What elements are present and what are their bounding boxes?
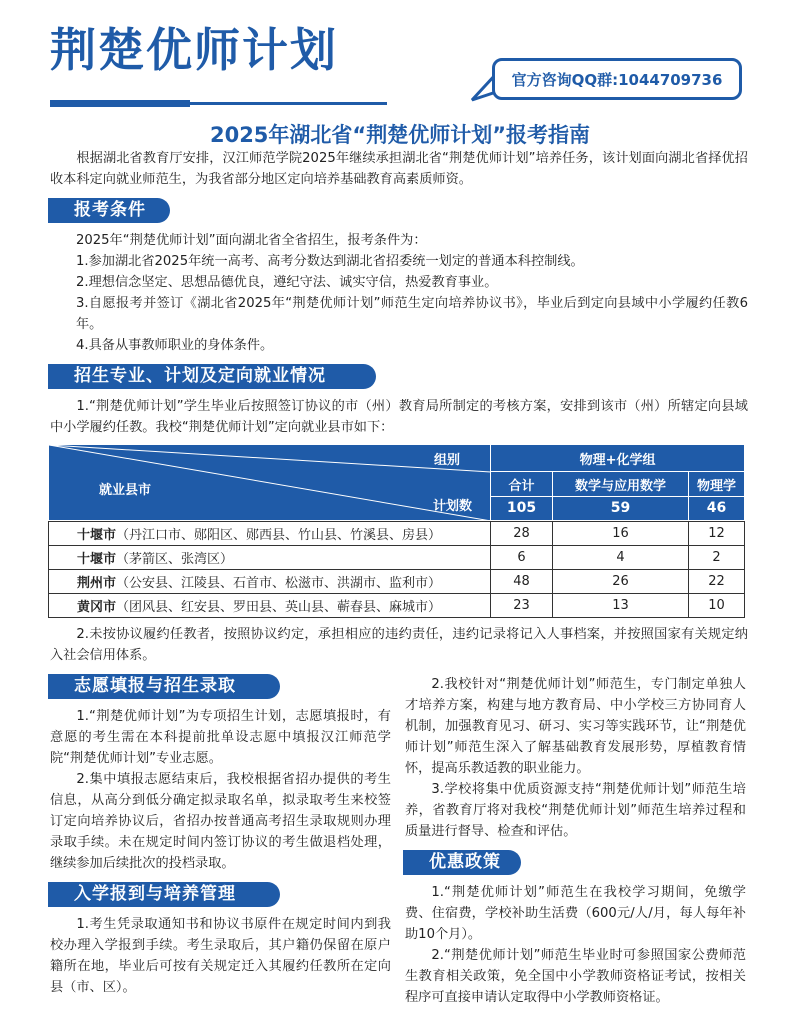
corner-city-label: 就业县市 bbox=[99, 483, 152, 498]
corner-quota-label: 计划数 bbox=[432, 499, 472, 514]
two-column-section bbox=[50, 666, 748, 1008]
quota-cell: 48 bbox=[491, 570, 553, 594]
quota-cell: 16 bbox=[553, 522, 689, 546]
section-header-plan: 招生专业、计划及定向就业情况 bbox=[48, 364, 376, 389]
quota-cell: 4 bbox=[553, 546, 689, 570]
city-cell bbox=[49, 522, 491, 546]
qq-group-badge: 官方咨询QQ群:1044709736 bbox=[492, 58, 742, 100]
quota-cell: 23 bbox=[491, 594, 553, 618]
table-row bbox=[49, 570, 745, 594]
section-header-enrollment: 入学报到与培养管理 bbox=[48, 882, 280, 907]
city-name: 荆州市 bbox=[77, 576, 117, 591]
quota-cell: 26 bbox=[553, 570, 689, 594]
section-header-benefits: 优惠政策 bbox=[403, 850, 521, 875]
guide-heading: 2025年湖北省“荆楚优师计划”报考指南 bbox=[209, 123, 591, 147]
table-row bbox=[49, 522, 745, 546]
col-header: 数学与应用数学 bbox=[553, 472, 689, 496]
total-cell: 105 bbox=[491, 496, 553, 520]
quota-cell: 22 bbox=[689, 570, 745, 594]
city-name: 十堰市 bbox=[77, 552, 117, 567]
conditions-list bbox=[50, 230, 748, 356]
benefits-paragraph-2: 2.“荆楚优师计划”师范生毕业时可参照国家公费师范生教育相关政策，免全国中小学教师资格证考试，按相关程序可直接申请认定取得中小学教师资格证。 bbox=[405, 948, 746, 1005]
condition-line: 4.具备从事教师职业的身体条件。 bbox=[76, 338, 274, 353]
left-column bbox=[50, 666, 391, 1008]
city-name: 黄冈市 bbox=[77, 600, 117, 615]
condition-line: 1.参加湖北省2025年统一高考、高考分数达到湖北省招委统一划定的普通本科控制线。 bbox=[76, 254, 584, 269]
title-underline-thin bbox=[190, 102, 387, 105]
quota-cell: 13 bbox=[553, 594, 689, 618]
table-row bbox=[49, 594, 745, 618]
plan-paragraph-1: 1.“荆楚优师计划”学生毕业后按照签订协议的市（州）教育局所制定的考核方案，安排到该市（州）所辖定向县域中小学履约任教。我校“荆楚优师计划”定向就业县市如下： bbox=[50, 399, 748, 435]
city-name: 十堰市 bbox=[77, 528, 117, 543]
condition-line: 3.自愿报考并签订《湖北省2025年“荆楚优师计划”师范生定向培养协议书》，毕业后到定向县域中小学履约任教6年。 bbox=[76, 296, 748, 332]
quota-cell: 6 bbox=[491, 546, 553, 570]
enrollment-paragraph-2: 2.我校针对“荆楚优师计划”师范生，专门制定单独人才培养方案，构建与地方教育局、中小学校三方协同育人机制，加强教育见习、研习、实习等实践环节，让“荆楚优师计划”师范生深入了解基础教育发展形势，厚植教育情怀，提高乐教适教的职业能力。 bbox=[405, 677, 746, 776]
corner-group-label: 组别 bbox=[433, 453, 460, 468]
table-row bbox=[49, 546, 745, 570]
section-header-conditions: 报考条件 bbox=[48, 198, 170, 223]
poster-header bbox=[0, 0, 800, 148]
table-corner-header bbox=[49, 445, 491, 521]
col-header: 合计 bbox=[491, 472, 553, 496]
right-column bbox=[405, 666, 746, 1008]
city-areas: （茅箭区、张湾区） bbox=[116, 552, 234, 567]
admission-paragraph-1: 1.“荆楚优师计划”为专项招生计划，志愿填报时，有意愿的考生需在本科提前批单设志愿中填报汉江师范学院“荆楚优师计划”专业志愿。 bbox=[50, 709, 391, 766]
city-cell bbox=[49, 570, 491, 594]
city-areas: （团风县、红安县、罗田县、英山县、蕲春县、麻城市） bbox=[116, 600, 442, 615]
quota-table bbox=[48, 444, 744, 618]
condition-line: 2025年“荆楚优师计划”面向湖北省全省招生，报考条件为： bbox=[76, 233, 427, 248]
quota-cell: 10 bbox=[689, 594, 745, 618]
city-cell bbox=[49, 594, 491, 618]
city-areas: （公安县、江陵县、石首市、松滋市、洪湖市、监利市） bbox=[116, 576, 442, 591]
col-header: 物理学 bbox=[689, 472, 745, 496]
plan-paragraph-2: 2.未按协议履约任教者，按照协议约定，承担相应的违约责任，违约记录将记入人事档案，并按照国家有关规定纳入社会信用体系。 bbox=[50, 627, 748, 663]
city-areas: （丹江口市、郧阳区、郧西县、竹山县、竹溪县、房县） bbox=[116, 528, 442, 543]
enrollment-paragraph-3: 3.学校将集中优质资源支持“荆楚优师计划”师范生培养，省教育厅将对我校“荆楚优师计划”师范生培养过程和质量进行督导、检查和评估。 bbox=[405, 782, 746, 839]
section-header-admission: 志愿填报与招生录取 bbox=[48, 674, 280, 699]
quota-cell: 12 bbox=[689, 522, 745, 546]
admission-paragraph-2: 2.集中填报志愿结束后，我校根据省招办提供的考生信息，从高分到低分确定拟录取名单，拟录取考生来校签订定向培养协议后，省招办按普通高考招生录取规则办理录取手续。未在规定时间内签订协议的考生做退档处理，继续参加后续批次的投档录取。 bbox=[50, 772, 391, 871]
quota-cell: 28 bbox=[491, 522, 553, 546]
group-header: 物理+化学组 bbox=[491, 445, 745, 472]
city-cell bbox=[49, 546, 491, 570]
poster-title: 荆楚优师计划 bbox=[50, 23, 338, 77]
enrollment-paragraph-1: 1.考生凭录取通知书和协议书原件在规定时间内到我校办理入学报到手续。考生录取后，其户籍仍保留在原户籍所在地，毕业后可按有关规定迁入其履约任教所在定向县（市、区）。 bbox=[50, 917, 391, 995]
guide-body bbox=[0, 148, 800, 1020]
title-underline bbox=[50, 100, 190, 107]
condition-line: 2.理想信念坚定、思想品德优良，遵纪守法、诚实守信，热爱教育事业。 bbox=[76, 275, 498, 290]
total-cell: 59 bbox=[553, 496, 689, 520]
benefits-paragraph-1: 1.“荆楚优师计划”师范生在我校学习期间，免缴学费、住宿费，学校补助生活费（600元/人/月，每人每年补助10个月）。 bbox=[405, 885, 746, 942]
intro-paragraph: 根据湖北省教育厅安排，汉江师范学院2025年继续承担湖北省“荆楚优师计划”培养任务，该计划面向湖北省择优招收本科定向就业师范生，为我省部分地区定向培养基础教育高素质师资。 bbox=[50, 151, 748, 187]
quota-cell: 2 bbox=[689, 546, 745, 570]
total-cell: 46 bbox=[689, 496, 745, 520]
